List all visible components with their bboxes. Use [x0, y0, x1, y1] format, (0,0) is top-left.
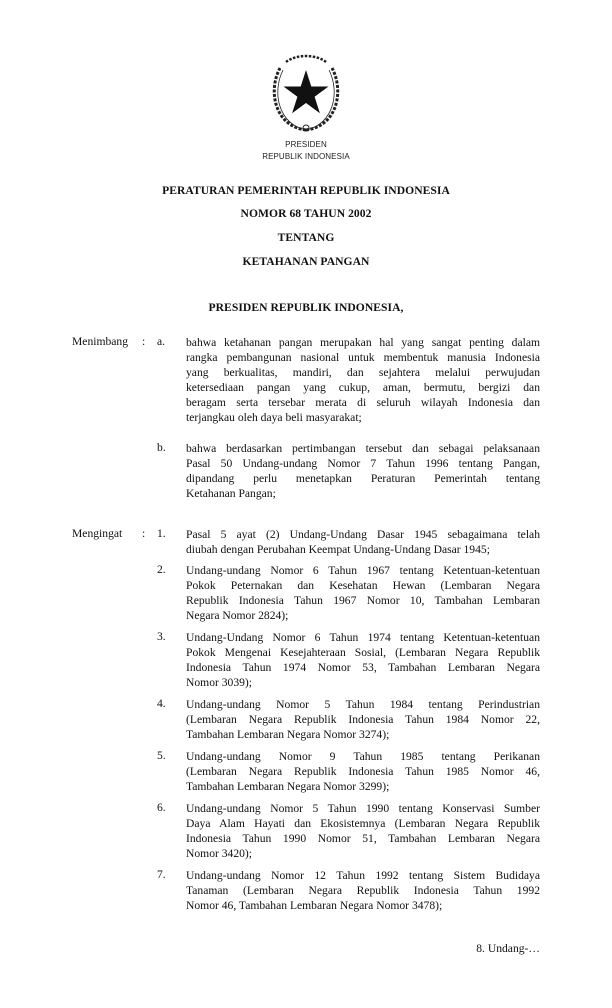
text-line: bahwa berdasarkan pertimbangan tersebut dan sebagai pelaksanaan — [186, 442, 540, 455]
text-line: Nomor 3039); — [186, 676, 253, 689]
mengingat-marker-4: 4. — [157, 697, 166, 710]
text-line: Ketahanan Pangan; — [186, 487, 276, 500]
mengingat-item-4 — [186, 697, 540, 742]
text-line: Undang-undang Nomor 12 Tahun 1992 tentang Sistem Budidaya — [186, 869, 540, 882]
text-line: rangka pembangunan nasional untuk membentuk manusia Indonesia — [186, 351, 540, 364]
mengingat-marker-5: 5. — [157, 749, 166, 762]
menimbang-colon: : — [142, 335, 146, 348]
text-line: Pokok Mengenai Kesejahteraan Sosial, (Lembaran Negara Republik — [186, 646, 540, 659]
regulation-subject: KETAHANAN PANGAN — [242, 255, 370, 268]
text-line: Nomor 3420); — [186, 847, 253, 860]
mengingat-marker-7: 7. — [157, 868, 166, 881]
text-line: Indonesia Tahun 1990 Nomor 51, Tambahan Lembaran Negara — [186, 832, 540, 845]
text-line: Tambahan Lembaran Negara Nomor 3299); — [186, 780, 390, 793]
mengingat-label: Mengingat — [72, 527, 123, 540]
presidential-emblem-icon — [266, 50, 346, 136]
mengingat-item-1 — [186, 527, 540, 557]
menimbang-item-a — [186, 335, 540, 425]
page-continuation-note: 8. Undang-… — [476, 942, 540, 955]
text-line: Tambahan Lembaran Negara Nomor 3274); — [186, 728, 390, 741]
text-line: Undang-undang Nomor 5 Tahun 1990 tentang Konservasi Sumber — [186, 802, 540, 815]
mengingat-marker-6: 6. — [157, 801, 166, 814]
regulation-title: PERATURAN PEMERINTAH REPUBLIK INDONESIA — [162, 184, 450, 197]
institution-line-2: REPUBLIK INDONESIA — [262, 152, 350, 161]
preamble-heading: PRESIDEN REPUBLIK INDONESIA, — [208, 301, 404, 314]
mengingat-marker-3: 3. — [157, 630, 166, 643]
text-line: terjangkau oleh daya beli masyarakat; — [186, 411, 362, 424]
regulation-about: TENTANG — [277, 231, 335, 244]
text-line: yang berkualitas, mandiri, dan sejahtera melalui perwujudan — [186, 366, 540, 379]
text-line: (Lembaran Negara Republik Indonesia Tahun 1985 Nomor 46, — [186, 765, 540, 778]
mengingat-item-3 — [186, 630, 540, 690]
regulation-number: NOMOR 68 TAHUN 2002 — [240, 207, 372, 220]
mengingat-item-2 — [186, 563, 540, 623]
text-line: Daya Alam Hayati dan Ekosistemnya (Lembaran Negara Republik — [186, 817, 540, 830]
mengingat-colon: : — [142, 527, 146, 540]
text-line: Undang-undang Nomor 5 Tahun 1984 tentang Perindustrian — [186, 698, 540, 711]
menimbang-item-b — [186, 441, 540, 501]
text-line: bahwa ketahanan pangan merupakan hal yang sangat penting dalam — [186, 336, 540, 349]
text-line: dipandang perlu menetapkan Peraturan Pemerintah tentang — [186, 472, 540, 485]
text-line: Republik Indonesia Tahun 1967 Nomor 10, Tambahan Lembaran — [186, 594, 540, 607]
text-line: Negara Nomor 2824); — [186, 609, 289, 622]
mengingat-item-6 — [186, 801, 540, 861]
text-line: Nomor 46, Tambahan Lembaran Negara Nomor 3478); — [186, 899, 443, 912]
mengingat-marker-1: 1. — [157, 527, 166, 540]
text-line: Undang-undang Nomor 6 Tahun 1967 tentang Ketentuan-ketentuan — [186, 564, 540, 577]
text-line: Pasal 50 Undang-undang Nomor 7 Tahun 1996 tentang Pangan, — [186, 457, 540, 470]
menimbang-marker-b: b. — [157, 441, 166, 454]
mengingat-item-5 — [186, 749, 540, 794]
mengingat-item-7 — [186, 868, 540, 913]
menimbang-label: Menimbang — [72, 335, 129, 348]
mengingat-marker-2: 2. — [157, 563, 166, 576]
institution-line-1: PRESIDEN — [285, 140, 327, 149]
text-line: Pasal 5 ayat (2) Undang-Undang Dasar 1945 sebagaimana telah — [186, 528, 540, 541]
menimbang-marker-a: a. — [157, 335, 166, 348]
text-line: Indonesia Tahun 1974 Nomor 53, Tambahan Lembaran Negara — [186, 661, 540, 674]
text-line: Tanaman (Lembaran Negara Republik Indonesia Tahun 1992 — [186, 884, 540, 897]
text-line: ketersediaan pangan yang cukup, aman, bermutu, bergizi dan — [186, 381, 540, 394]
text-line: Pokok Peternakan dan Kesehatan Hewan (Lembaran Negara — [186, 579, 540, 592]
text-line: beragam serta tersebar merata di seluruh wilayah Indonesia dan — [186, 396, 540, 409]
text-line: Undang-undang Nomor 9 Tahun 1985 tentang Perikanan — [186, 750, 540, 763]
text-line: diubah dengan Perubahan Keempat Undang-Undang Dasar 1945; — [186, 543, 490, 556]
text-line: Undang-Undang Nomor 6 Tahun 1974 tentang Ketentuan-ketentuan — [186, 631, 540, 644]
text-line: (Lembaran Negara Republik Indonesia Tahun 1984 Nomor 22, — [186, 713, 540, 726]
